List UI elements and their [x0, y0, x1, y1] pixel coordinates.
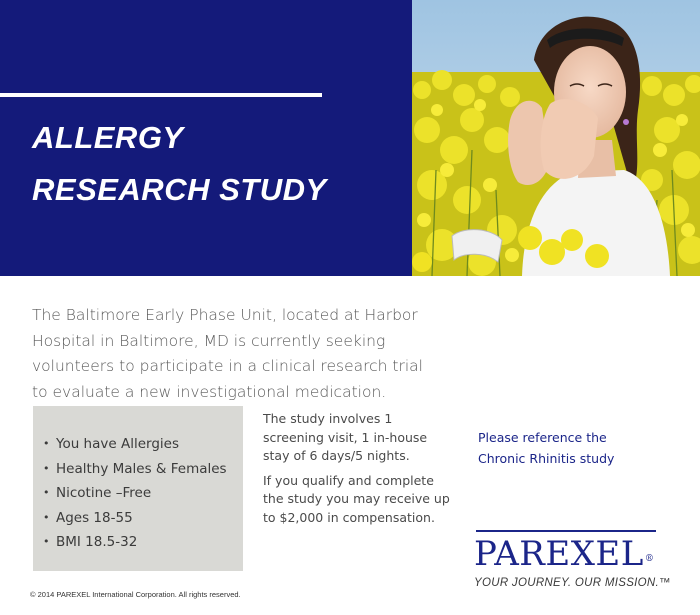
copyright-notice: © 2014 PAREXEL International Corporation. All rights reserved. — [30, 590, 241, 599]
study-details — [263, 410, 453, 527]
criteria-item — [43, 506, 243, 531]
criteria-text: Nicotine –Free — [56, 485, 152, 501]
criteria-text: BMI 18.5-32 — [56, 534, 138, 550]
intro-paragraph: The Baltimore Early Phase Unit, located at Harbor Hospital in Baltimore, MD is currently seeking volunteers to participate in a clinical research trial to evaluate a new investigational medication. — [32, 306, 423, 401]
criteria-item — [43, 481, 243, 506]
bullet-icon: • — [43, 510, 50, 524]
logo-rule — [476, 530, 656, 532]
hero-title-line1: ALLERGY — [32, 120, 184, 155]
reference-line1: Please reference the — [478, 430, 607, 445]
criteria-item — [43, 530, 243, 555]
study-visit-info: The study involves 1 screening visit, 1 in-house stay of 6 days/5 nights. — [263, 411, 428, 463]
hero-title-line2: RESEARCH STUDY — [32, 172, 327, 207]
hero-title — [32, 112, 327, 216]
registered-mark: ® — [644, 554, 655, 564]
hero-banner — [0, 0, 412, 276]
eligibility-criteria-box — [33, 406, 243, 571]
eligibility-criteria-list — [33, 406, 243, 555]
bullet-icon: • — [43, 535, 50, 548]
bullet-icon: • — [43, 461, 50, 475]
criteria-item — [43, 457, 243, 482]
criteria-text: Ages 18-55 — [56, 509, 133, 526]
hero-divider — [0, 93, 322, 97]
logo-tagline: YOUR JOURNEY. OUR MISSION.™ — [474, 577, 671, 589]
logo-wordmark: PAREXEL® — [474, 534, 655, 574]
parexel-logo — [474, 530, 671, 589]
criteria-item — [43, 432, 243, 457]
criteria-text: You have Allergies — [56, 436, 179, 452]
bullet-icon: • — [43, 437, 50, 450]
criteria-text: Healthy Males & Females — [56, 460, 227, 477]
study-reference — [478, 427, 688, 469]
hero-photo — [412, 0, 700, 276]
reference-line2: Chronic Rhinitis study — [478, 451, 615, 466]
compensation-info: If you qualify and complete the study you may receive up to $2,000 in compensation. — [263, 472, 450, 525]
bullet-icon: • — [43, 486, 50, 499]
